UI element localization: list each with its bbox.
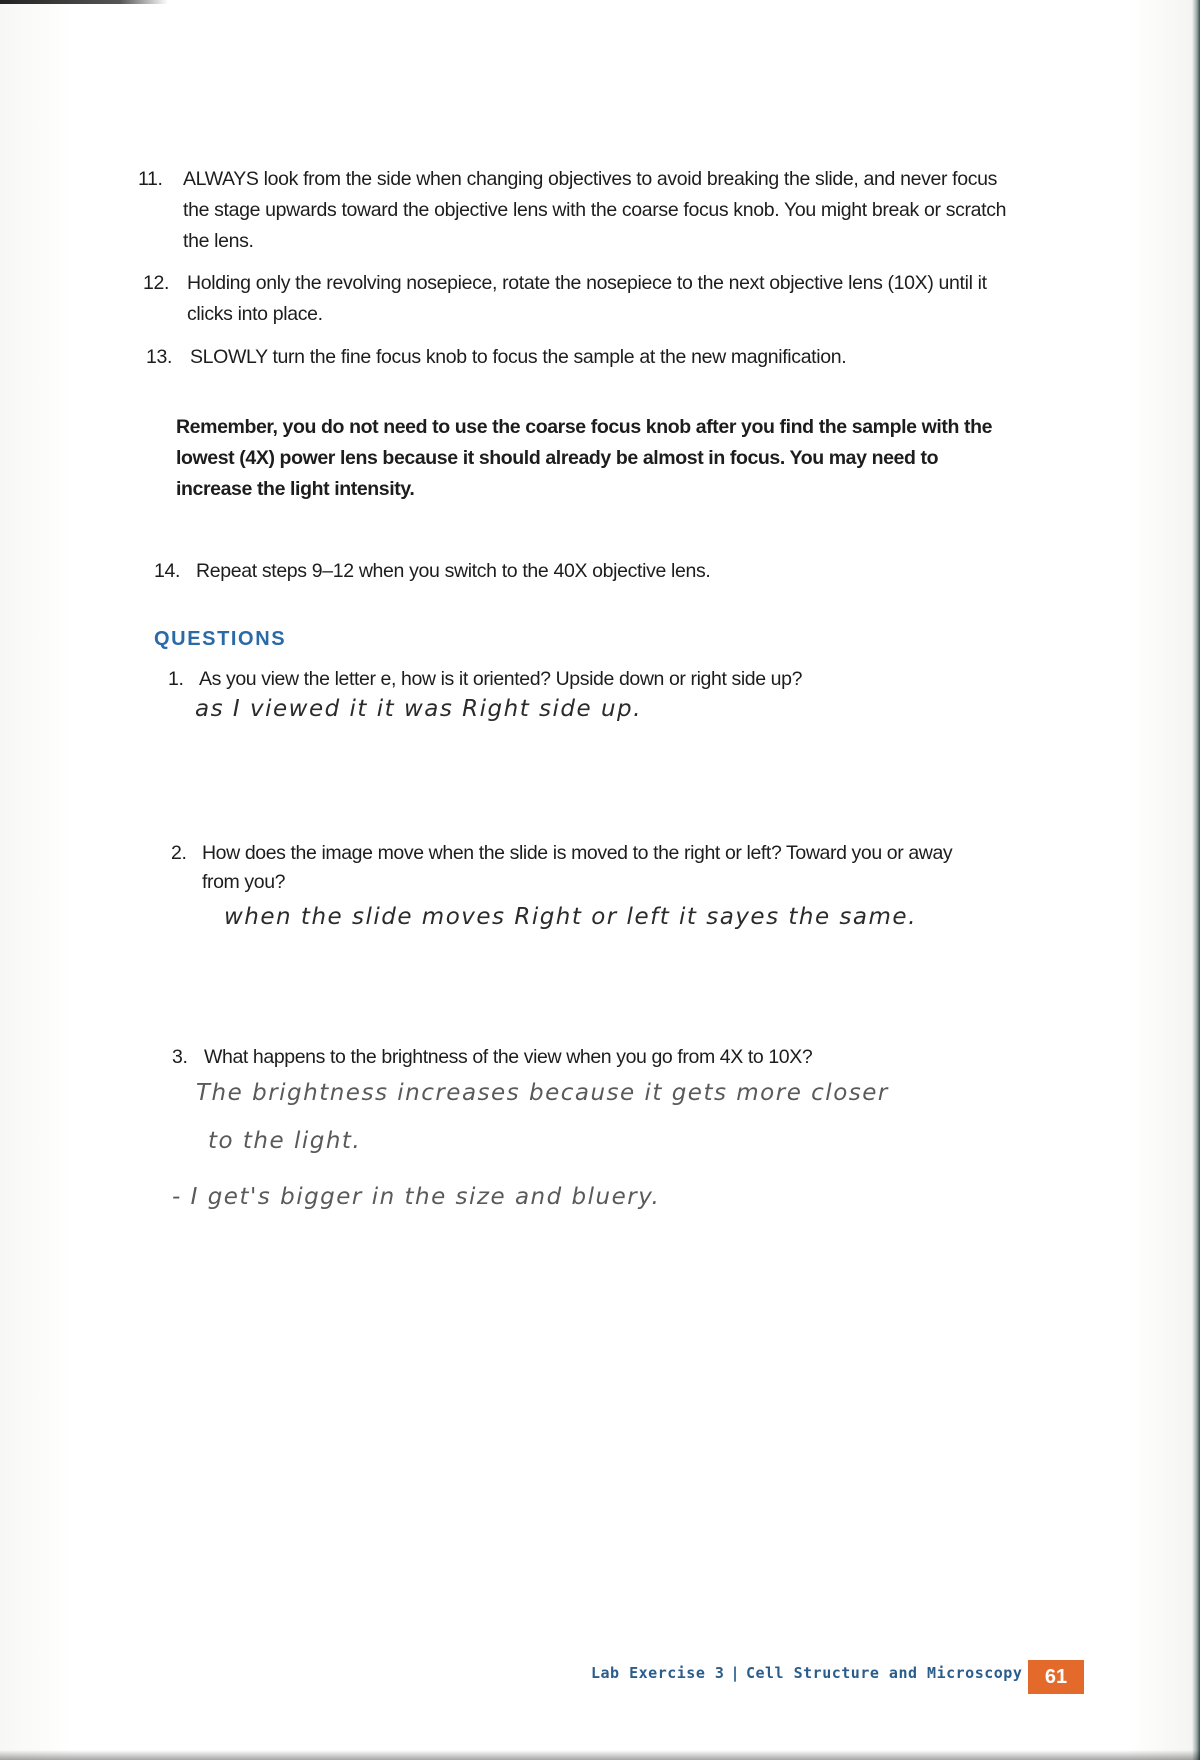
page-edge	[1192, 0, 1200, 1760]
step-text: ALWAYS look from the side when changing objectives to avoid breaking the slide, and never focus the stage upwards toward the objective lens with the coarse focus knob. You might break or scratch the lens.	[183, 168, 1007, 252]
step-text: Holding only the revolving nosepiece, rotate the nosepiece to the next objective lens (10X) until it clicks into place.	[187, 272, 987, 325]
question-number: 2.	[171, 842, 187, 864]
answer-3-line-2: to the light.	[208, 1128, 362, 1154]
question-number: 3.	[172, 1046, 188, 1068]
step-number: 13.	[146, 346, 173, 368]
top-edge-shadow	[0, 0, 1200, 4]
question-text: How does the image move when the slide is moved to the right or left? Toward you or away from you?	[202, 842, 953, 893]
question-text: As you view the letter e, how is it oriented? Upside down or right side up?	[199, 668, 803, 690]
questions-heading: QUESTIONS	[154, 628, 287, 650]
step-number: 14.	[154, 560, 181, 582]
focus-note: Remember, you do not need to use the coarse focus knob after you find the sample with the lowest (4X) power lens because it should already be almost in focus. You may need to increase the light intensity.	[176, 416, 993, 500]
footer-separator: |	[730, 1664, 740, 1682]
answer-1-line-1: as I viewed it it was Right side up.	[195, 696, 642, 722]
bottom-edge-shadow	[0, 1750, 1200, 1760]
answer-2-line-1: when the slide moves Right or left it sayes the same.	[224, 904, 917, 930]
question-number: 1.	[168, 668, 184, 690]
footer-chapter: Lab Exercise 3	[591, 1664, 725, 1682]
footer-title: Cell Structure and Microscopy	[745, 1664, 1023, 1682]
page-number-badge: 61	[1028, 1660, 1084, 1694]
page-footer	[591, 1664, 1022, 1682]
step-number: 12.	[143, 272, 170, 294]
answer-3-line-1: The brightness increases because it gets more closer	[196, 1080, 889, 1106]
answer-3-line-3: - I get's bigger in the size and bluery.	[172, 1184, 661, 1210]
step-number: 11.	[138, 168, 163, 190]
step-text: Repeat steps 9–12 when you switch to the 40X objective lens.	[196, 560, 711, 582]
question-text: What happens to the brightness of the view when you go from 4X to 10X?	[204, 1046, 813, 1068]
step-text: SLOWLY turn the fine focus knob to focus the sample at the new magnification.	[190, 346, 847, 368]
